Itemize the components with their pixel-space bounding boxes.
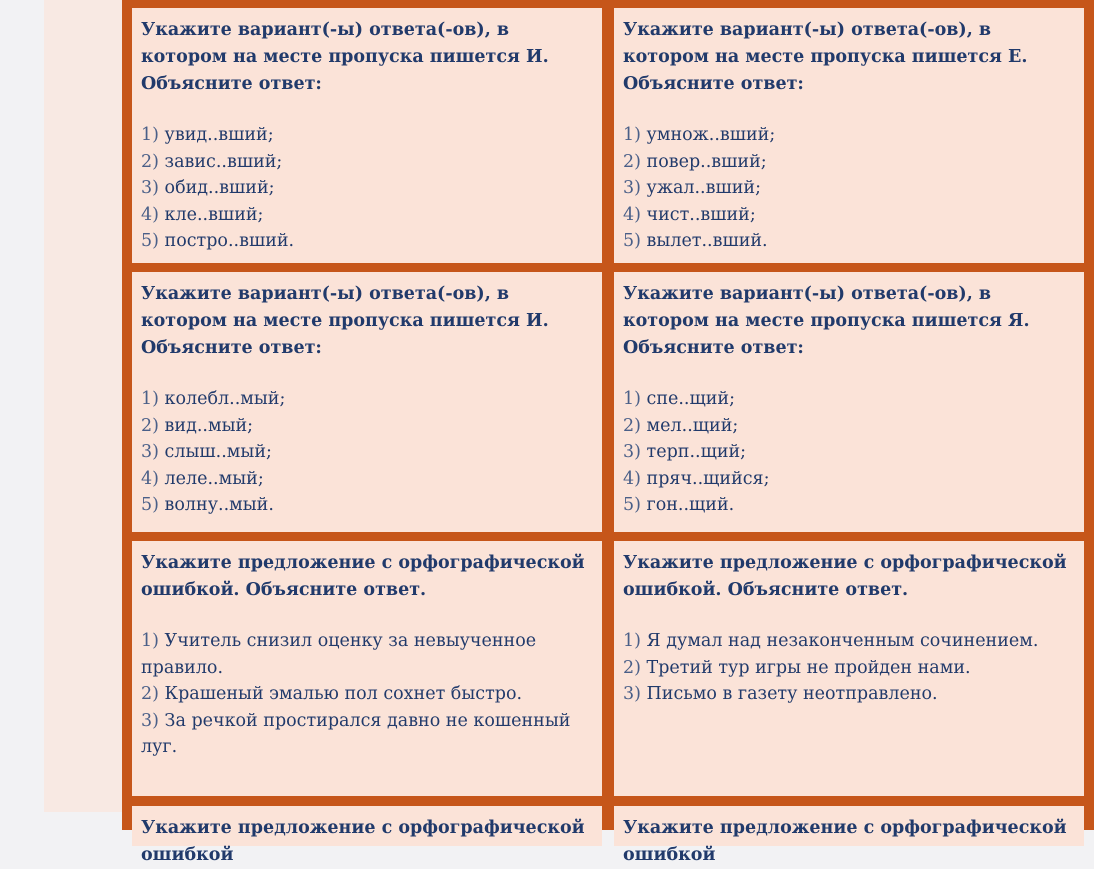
option-number: 2) (141, 415, 159, 436)
answer-option (623, 228, 1076, 255)
answer-option (141, 708, 594, 761)
answer-option (141, 386, 594, 413)
option-text: ужал..вший; (646, 178, 761, 198)
task-title: Укажите вариант(-ы) ответа(-ов), в котором на месте пропуска пишется И. Объясните ответ: (141, 20, 549, 94)
task-card-grid (122, 0, 1094, 865)
task-title: Укажите предложение с орфографической ошибкой (623, 818, 1067, 865)
answer-option (623, 628, 1076, 655)
answer-option (623, 122, 1076, 149)
option-text: постро..вший. (164, 231, 295, 251)
option-number: 2) (623, 657, 641, 678)
option-number: 5) (141, 231, 159, 251)
task-title: Укажите предложение с орфографической ошибкой. Объясните ответ. (623, 553, 1067, 600)
document-page (44, 0, 1067, 865)
option-number: 1) (623, 389, 641, 409)
task-title: Укажите предложение с орфографической ошибкой (141, 818, 585, 865)
answer-option (141, 413, 594, 440)
answer-options (623, 386, 1076, 519)
answer-option (623, 466, 1076, 493)
option-number: 3) (623, 442, 641, 462)
option-number: 1) (623, 125, 641, 145)
option-number: 1) (141, 389, 159, 409)
answer-option (141, 492, 594, 519)
option-number: 3) (623, 178, 641, 198)
option-text: умнож..вший; (646, 125, 776, 145)
option-text: спе..щий; (646, 389, 735, 409)
option-text: вылет..вший. (646, 231, 768, 251)
option-text: обид..вший; (164, 178, 275, 198)
answer-option (141, 149, 594, 176)
option-number: 3) (141, 178, 159, 198)
task-card (614, 8, 1084, 263)
option-text: Письмо в газету неотправлено. (646, 684, 938, 704)
answer-option (141, 466, 594, 493)
option-text: Третий тур игры не пройден нами. (646, 657, 971, 678)
answer-options (623, 628, 1076, 708)
option-text: леле..мый; (164, 468, 264, 489)
answer-options (141, 628, 594, 761)
task-card (132, 8, 602, 263)
task-card (132, 272, 602, 532)
answer-option (623, 149, 1076, 176)
option-number: 3) (141, 710, 159, 731)
task-title: Укажите вариант(-ы) ответа(-ов), в котором на месте пропуска пишется Я. Объясните ответ: (623, 284, 1030, 358)
option-text: колебл..мый; (164, 389, 286, 409)
answer-option (623, 175, 1076, 202)
task-title: Укажите предложение с орфографической ошибкой. Объясните ответ. (141, 553, 585, 600)
answer-option (141, 202, 594, 229)
option-number: 4) (623, 468, 641, 489)
option-text: Я думал над незаконченным сочинением. (646, 631, 1039, 651)
option-text: гон..щий. (646, 495, 735, 515)
option-text: терп..щий; (646, 442, 747, 462)
option-text: мел..щий; (646, 415, 739, 436)
option-number: 4) (141, 204, 159, 225)
option-text: вид..мый; (164, 415, 254, 436)
answer-option (141, 681, 594, 708)
option-text: Крашеный эмалью пол сохнет быстро. (164, 684, 523, 704)
option-number: 2) (141, 151, 159, 172)
task-card (614, 806, 1084, 865)
option-text: слыш..мый; (164, 442, 272, 462)
answer-options (623, 122, 1076, 255)
answer-option (623, 202, 1076, 229)
answer-option (623, 386, 1076, 413)
option-number: 3) (623, 684, 641, 704)
option-text: Учитель снизил оценку за невыученное правило. (141, 631, 537, 678)
option-number: 1) (141, 631, 159, 651)
option-text: чист..вший; (646, 204, 756, 225)
answer-option (623, 655, 1076, 682)
option-text: кле..вший; (164, 204, 264, 225)
answer-options (141, 122, 594, 255)
option-text: За речкой простирался давно не кошенный луг. (141, 710, 571, 757)
option-text: пряч..щийся; (646, 468, 770, 489)
answer-option (141, 439, 594, 466)
task-card (614, 272, 1084, 532)
option-number: 1) (141, 125, 159, 145)
option-number: 4) (623, 204, 641, 225)
task-title: Укажите вариант(-ы) ответа(-ов), в котором на месте пропуска пишется Е. Объясните ответ: (623, 20, 1028, 94)
option-number: 4) (141, 468, 159, 489)
option-text: увид..вший; (164, 125, 274, 145)
task-card (132, 541, 602, 796)
option-text: повер..вший; (646, 151, 767, 172)
answer-options (141, 386, 594, 519)
answer-option (623, 492, 1076, 519)
answer-option (623, 681, 1076, 708)
option-text: завис..вший; (164, 151, 283, 172)
answer-option (623, 439, 1076, 466)
option-number: 3) (141, 442, 159, 462)
option-number: 5) (141, 495, 159, 515)
answer-option (141, 175, 594, 202)
option-number: 2) (623, 415, 641, 436)
answer-option (623, 413, 1076, 440)
option-number: 2) (141, 684, 159, 704)
answer-option (141, 122, 594, 149)
option-number: 5) (623, 495, 641, 515)
task-card (132, 806, 602, 865)
option-number: 1) (623, 631, 641, 651)
option-number: 2) (623, 151, 641, 172)
task-title: Укажите вариант(-ы) ответа(-ов), в котором на месте пропуска пишется И. Объясните ответ: (141, 284, 549, 358)
task-card (614, 541, 1084, 796)
option-number: 5) (623, 231, 641, 251)
answer-option (141, 228, 594, 255)
option-text: волну..мый. (164, 495, 274, 515)
answer-option (141, 628, 594, 681)
